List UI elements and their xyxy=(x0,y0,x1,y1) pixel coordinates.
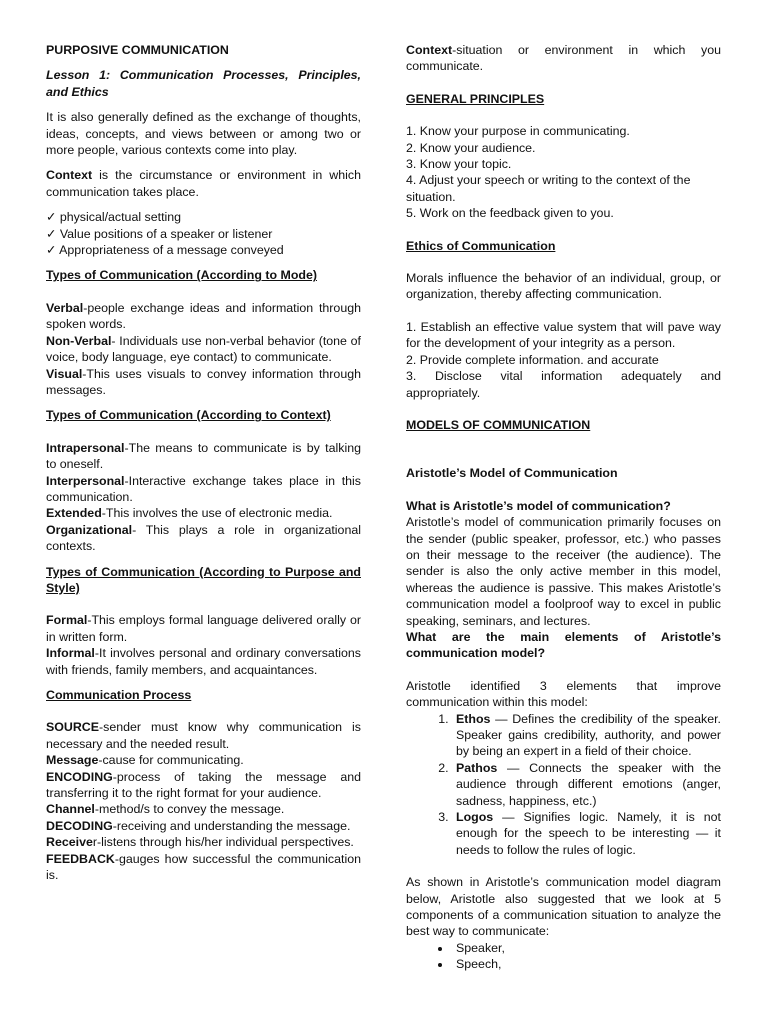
definition: -sender must know why communication is necessary and the needed result. xyxy=(46,720,361,751)
element-item xyxy=(452,760,721,809)
elements-list xyxy=(406,711,721,859)
ethics-item: 2. Provide complete information. and accurate xyxy=(406,352,659,367)
answer-1: Aristotle’s model of communication primarily focuses on the sender (public speaker, professor, etc.) who passes on their message to the receiver (the audience). The sender is also the only active member in this model, whereas the audience is passive. This makes Aristotle’s communication model a foolproof way to excel in public speaking, seminars, and lectures. xyxy=(406,515,721,628)
left-column xyxy=(46,42,361,883)
ethics-item: 3. Disclose vital information adequately and appropriately. xyxy=(406,369,721,400)
term: FEEDBACK xyxy=(46,851,115,866)
section-heading-mode: Types of Communication (According to Mode) xyxy=(46,268,317,283)
context-item xyxy=(46,522,361,555)
context-term: Context xyxy=(46,168,93,183)
mode-item xyxy=(46,333,361,366)
term: ENCODING xyxy=(46,769,113,784)
principle-item: 1. Know your purpose in communicating. xyxy=(406,124,630,139)
question-1: What is Aristotle’s model of communication? xyxy=(406,498,671,513)
term: Formal xyxy=(46,613,88,628)
ethics-intro: Morals influence the behavior of an individual, group, or organization, thereby affecting communication. xyxy=(406,271,721,302)
check-item: ✓ Value positions of a speaker or listener xyxy=(46,226,273,241)
context-def: is the circumstance or environment in which communication takes place. xyxy=(46,168,361,199)
intro-paragraph: It is also generally defined as the exchange of thoughts, ideas, concepts, and views between or among two or more people, various contexts come into play. xyxy=(46,110,361,158)
term: Extended xyxy=(46,506,102,521)
check-item: ✓ Appropriateness of a message conveyed xyxy=(46,243,284,258)
term: Message xyxy=(46,753,99,768)
definition: -This involves the use of electronic media. xyxy=(101,506,333,521)
context-situation xyxy=(406,42,721,75)
section-heading-ethics: Ethics of Communication xyxy=(406,238,556,253)
definition: -people exchange ideas and information through spoken words. xyxy=(46,300,361,332)
definition: -This employs formal language delivered orally or in written form. xyxy=(46,613,361,644)
purpose-item xyxy=(46,645,361,678)
element-item xyxy=(452,711,721,760)
term: Verbal xyxy=(46,300,84,315)
principle-item: 2. Know your audience. xyxy=(406,140,536,155)
definition: — Connects the speaker with the audience through different emotions (anger, sadness, happiness, etc.) xyxy=(456,760,721,808)
definition: -receiving and understanding the message. xyxy=(112,818,351,833)
component-item: • Speaker, xyxy=(452,940,721,956)
definition: r-listens through his/her individual perspectives. xyxy=(92,835,354,850)
term: Interpersonal xyxy=(46,473,125,488)
purpose-item xyxy=(46,612,361,645)
definition: -It involves personal and ordinary conversations with friends, family members, and acquaintances. xyxy=(46,646,361,677)
context-item xyxy=(46,473,361,506)
section-heading-models: MODELS OF COMMUNICATION xyxy=(406,417,591,432)
term: Ethos xyxy=(456,711,491,726)
term: Visual xyxy=(46,366,83,381)
term: Receive xyxy=(46,835,93,850)
definition: -Interactive exchange takes place in this communication. xyxy=(46,473,361,504)
process-item xyxy=(46,818,361,834)
elements-intro: Aristotle identified 3 elements that improve communication within this model: xyxy=(406,678,721,710)
process-item xyxy=(46,752,361,768)
document-title: PURPOSIVE COMMUNICATION xyxy=(46,43,229,57)
mode-item xyxy=(46,300,361,333)
definition: -The means to communicate is by talking to oneself. xyxy=(46,440,361,472)
process-item xyxy=(46,851,361,884)
term: Non-Verbal xyxy=(46,333,112,348)
term: Informal xyxy=(46,646,95,661)
definition: -situation or environment in which you communicate. xyxy=(406,43,721,74)
ethics-item: 1. Establish an effective value system that will pave way for the development of your integrity as a person. xyxy=(406,319,721,351)
element-item xyxy=(452,809,721,858)
context-item xyxy=(46,505,361,521)
definition: — Signifies logic. Namely, it is not enough for the speech to be interesting — it needs to follow the rules of logic. xyxy=(456,810,721,857)
section-heading-principles: GENERAL PRINCIPLES xyxy=(406,91,545,106)
process-item xyxy=(46,801,361,817)
definition: -gauges how successful the communication is. xyxy=(46,851,361,883)
definition: - Individuals use non-verbal behavior (tone of voice, body language, eye contact) to communicate. xyxy=(46,333,361,365)
term: Channel xyxy=(46,802,95,817)
definition: — Defines the credibility of the speaker. Speaker gains credibility, authority, and power by being an expert in a field of their choice. xyxy=(456,711,721,759)
process-item xyxy=(46,719,361,752)
definition: - This plays a role in organizational contexts. xyxy=(46,522,361,554)
components-list xyxy=(406,940,721,973)
lesson-title: Lesson 1: Communication Processes, Principles, and Ethics xyxy=(46,68,361,99)
term: Logos xyxy=(456,810,494,825)
definition: -process of taking the message and transferring it to the right format for your audience. xyxy=(46,769,361,801)
definition: -cause for communicating. xyxy=(98,753,244,768)
term: DECODING xyxy=(46,818,113,833)
principle-item: 4. Adjust your speech or writing to the context of the situation. xyxy=(406,173,691,204)
principle-item: 3. Know your topic. xyxy=(406,157,512,172)
term: Intrapersonal xyxy=(46,440,125,455)
component-item: • Speech, xyxy=(452,956,721,972)
right-column xyxy=(406,42,721,973)
process-item xyxy=(46,769,361,802)
section-heading-context: Types of Communication (According to Context) xyxy=(46,408,331,423)
question-2: What are the main elements of Aristotle’s communication model? xyxy=(406,629,721,661)
process-item xyxy=(46,834,361,850)
definition: -This uses visuals to convey information through messages. xyxy=(46,366,361,397)
context-item xyxy=(46,440,361,473)
term: Context xyxy=(406,43,453,57)
definition: -method/s to convey the message. xyxy=(94,802,285,817)
mode-item xyxy=(46,366,361,399)
context-definition xyxy=(46,167,361,200)
section-heading-purpose: Types of Communication (According to Purpose and Style) xyxy=(46,564,361,595)
term: SOURCE xyxy=(46,720,100,735)
term: Pathos xyxy=(456,760,498,775)
aristotle-heading: Aristotle’s Model of Communication xyxy=(406,466,618,481)
principle-item: 5. Work on the feedback given to you. xyxy=(406,206,614,221)
diagram-text: As shown in Aristotle’s communication model diagram below, Aristotle also suggested that we look at 5 components of a communication situation to analyze the best way to communicate: xyxy=(406,875,721,939)
check-item: ✓ physical/actual setting xyxy=(46,210,182,225)
section-heading-process: Communication Process xyxy=(46,688,192,702)
term: Organizational xyxy=(46,522,133,537)
